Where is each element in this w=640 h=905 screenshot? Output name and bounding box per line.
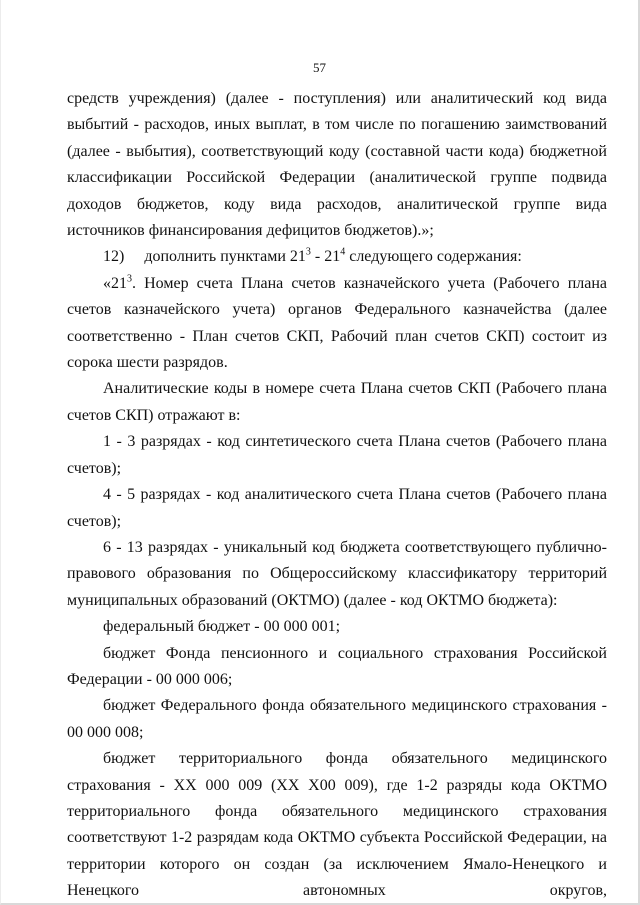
paragraph-analytic-codes: Аналитические коды в номере счета Плана счетов СКП (Рабочего плана счетов СКП) отражают в: xyxy=(67,380,607,424)
item-12-mid: - 21 xyxy=(310,248,341,266)
clause-21-3-sup: 3 xyxy=(127,273,132,285)
paragraph-continuation: средств учреждения) (далее - поступления) или аналитический код вида выбытий - расходов, иных выплат, в том числе по погашению заимствований (далее - выбытия), соответствующий коду (составной части кода) бюджетной классификации Российской Федерации (аналитической группе подвида доходов бюджетов, коду вида расходов, аналитической группе вида источников финансирования дефицитов бюджетов).»; xyxy=(67,90,607,240)
clause-21-3-text: . Номер счета Плана счетов казначейского учета (Рабочего плана счетов казначейского учета) органов Федерального казначейства (далее соответственно - План счетов СКП, Рабочий план счетов СКП) состоит из сорока шести разрядов. xyxy=(67,274,607,372)
clause-21-3-lead: «21 xyxy=(103,274,127,292)
paragraph-digits-1-3: 1 - 3 разрядах - код синтетического счета Плана счетов (Рабочего плана счетов); xyxy=(67,433,607,477)
page-number: 57 xyxy=(313,60,326,75)
paragraph-item-12 xyxy=(67,244,607,270)
paragraph-federal-medical-fund: бюджет Федерального фонда обязательного медицинского страхования - 00 000 008; xyxy=(67,697,607,741)
paragraph-digits-6-13: 6 - 13 разрядах - уникальный код бюджета соответствующего публично-правового образования по Общероссийскому классификатору территорий муниципальных образований (ОКТМО) (далее - код ОКТМО бюджета): xyxy=(67,538,607,609)
item-12-tail: следующего содержания: xyxy=(345,248,522,266)
paragraph-territorial-medical-fund: бюджет территориального фонда обязательного медицинского страхования - ХХ 000 009 (ХХ Х00 009), где 1-2 разряды кода ОКТМО территориального фонда обязательного медицинского страхования соответствуют 1-2 разрядам кода ОКТМО субъекта Российской Федерации, на территории которого он создан (за исключением Ямало-Ненецкого и Ненецкого автономных округов, xyxy=(67,750,607,900)
item-12-sup-2: 4 xyxy=(340,247,346,259)
paragraph-federal-budget: федеральный бюджет - 00 000 001; xyxy=(103,618,341,636)
document-body xyxy=(67,86,607,905)
paragraph-clause-21-3 xyxy=(67,271,607,377)
paragraph-digits-4-5: 4 - 5 разрядах - код аналитического счета Плана счетов (Рабочего плана счетов); xyxy=(67,486,607,530)
paragraph-pension-fund: бюджет Фонда пенсионного и социального страхования Российской Федерации - 00 000 006; xyxy=(67,644,607,688)
item-12-lead: 12) дополнить пунктами 21 xyxy=(103,248,306,266)
item-12-sup-1: 3 xyxy=(305,247,311,259)
